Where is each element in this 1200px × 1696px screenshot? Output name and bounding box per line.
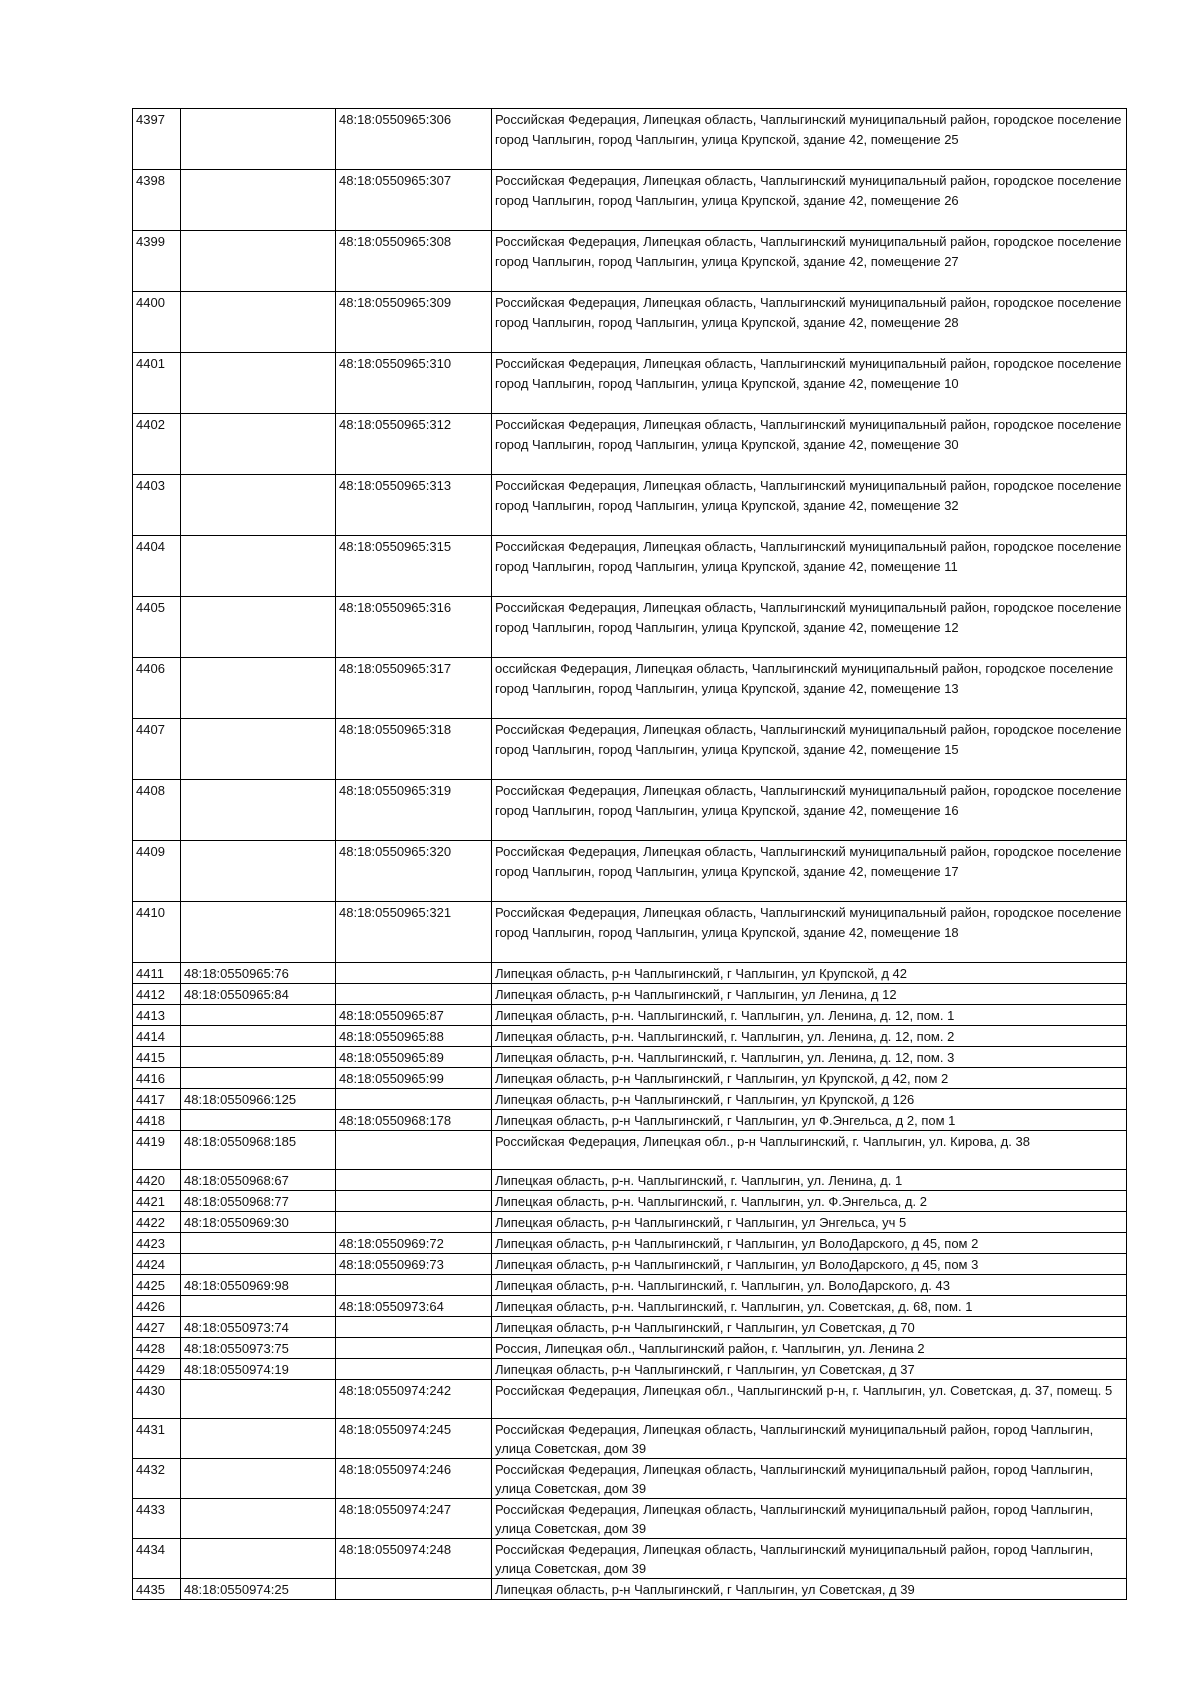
address-cell: Российская Федерация, Липецкая область, Чаплыгинский муниципальный район, городское поселение город Чаплыгин, город Чаплыгин, улица Крупской, здание 42, помещение 18 — [492, 902, 1127, 963]
parcel-cadastral-number-cell — [181, 109, 336, 170]
object-cadastral-number-cell: 48:18:0550968:178 — [336, 1110, 492, 1131]
table-row — [133, 1275, 1127, 1296]
object-cadastral-number-cell: 48:18:0550974:248 — [336, 1539, 492, 1579]
table-row — [133, 1191, 1127, 1212]
parcel-cadastral-number-cell — [181, 414, 336, 475]
row-number-cell: 4407 — [133, 719, 181, 780]
table-row — [133, 1539, 1127, 1579]
parcel-cadastral-number-cell — [181, 1499, 336, 1539]
object-cadastral-number-cell: 48:18:0550965:312 — [336, 414, 492, 475]
address-cell: Российская Федерация, Липецкая область, Чаплыгинский муниципальный район, городское поселение город Чаплыгин, город Чаплыгин, улица Крупской, здание 42, помещение 15 — [492, 719, 1127, 780]
table-row — [133, 1131, 1127, 1170]
table-row — [133, 902, 1127, 963]
row-number-cell: 4421 — [133, 1191, 181, 1212]
address-cell: Российская Федерация, Липецкая область, Чаплыгинский муниципальный район, городское поселение город Чаплыгин, город Чаплыгин, улица Крупской, здание 42, помещение 17 — [492, 841, 1127, 902]
object-cadastral-number-cell — [336, 1212, 492, 1233]
parcel-cadastral-number-cell — [181, 1026, 336, 1047]
address-cell: Российская Федерация, Липецкая область, Чаплыгинский муниципальный район, городское поселение город Чаплыгин, город Чаплыгин, улица Крупской, здание 42, помещение 28 — [492, 292, 1127, 353]
table-row — [133, 1170, 1127, 1191]
row-number-cell: 4426 — [133, 1296, 181, 1317]
address-cell: Липецкая область, р-н Чаплыгинский, г Чаплыгин, ул ВолоДарского, д 45, пом 2 — [492, 1233, 1127, 1254]
parcel-cadastral-number-cell: 48:18:0550974:19 — [181, 1359, 336, 1380]
row-number-cell: 4410 — [133, 902, 181, 963]
address-cell: Липецкая область, р-н Чаплыгинский, г Чаплыгин, ул ВолоДарского, д 45, пом 3 — [492, 1254, 1127, 1275]
parcel-cadastral-number-cell: 48:18:0550969:30 — [181, 1212, 336, 1233]
table-row — [133, 963, 1127, 984]
parcel-cadastral-number-cell — [181, 1068, 336, 1089]
row-number-cell: 4400 — [133, 292, 181, 353]
row-number-cell: 4435 — [133, 1579, 181, 1600]
object-cadastral-number-cell: 48:18:0550974:246 — [336, 1459, 492, 1499]
row-number-cell: 4430 — [133, 1380, 181, 1419]
address-cell: Российская Федерация, Липецкая область, Чаплыгинский муниципальный район, городское поселение город Чаплыгин, город Чаплыгин, улица Крупской, здание 42, помещение 25 — [492, 109, 1127, 170]
table-row — [133, 475, 1127, 536]
parcel-cadastral-number-cell — [181, 719, 336, 780]
parcel-cadastral-number-cell — [181, 902, 336, 963]
address-cell: Российская Федерация, Липецкая область, Чаплыгинский муниципальный район, город Чаплыгин, улица Советская, дом 39 — [492, 1499, 1127, 1539]
table-row — [133, 414, 1127, 475]
table-row — [133, 1068, 1127, 1089]
parcel-cadastral-number-cell — [181, 1380, 336, 1419]
table-row — [133, 984, 1127, 1005]
object-cadastral-number-cell: 48:18:0550965:315 — [336, 536, 492, 597]
address-cell: Липецкая область, р-н. Чаплыгинский, г. Чаплыгин, ул. ВолоДарского, д. 43 — [492, 1275, 1127, 1296]
object-cadastral-number-cell — [336, 1338, 492, 1359]
address-cell: Липецкая область, р-н Чаплыгинский, г Чаплыгин, ул Крупской, д 126 — [492, 1089, 1127, 1110]
object-cadastral-number-cell: 48:18:0550965:89 — [336, 1047, 492, 1068]
parcel-cadastral-number-cell: 48:18:0550966:125 — [181, 1089, 336, 1110]
object-cadastral-number-cell: 48:18:0550965:321 — [336, 902, 492, 963]
parcel-cadastral-number-cell — [181, 597, 336, 658]
row-number-cell: 4419 — [133, 1131, 181, 1170]
row-number-cell: 4411 — [133, 963, 181, 984]
object-cadastral-number-cell: 48:18:0550965:316 — [336, 597, 492, 658]
table-row — [133, 1419, 1127, 1459]
parcel-cadastral-number-cell — [181, 353, 336, 414]
address-cell: Российская Федерация, Липецкая область, Чаплыгинский муниципальный район, город Чаплыгин, улица Советская, дом 39 — [492, 1459, 1127, 1499]
parcel-cadastral-number-cell: 48:18:0550968:185 — [181, 1131, 336, 1170]
parcel-cadastral-number-cell — [181, 1459, 336, 1499]
row-number-cell: 4408 — [133, 780, 181, 841]
address-cell: Российская Федерация, Липецкая обл., р-н Чаплыгинский, г. Чаплыгин, ул. Кирова, д. 38 — [492, 1131, 1127, 1170]
object-cadastral-number-cell — [336, 1579, 492, 1600]
table-row — [133, 292, 1127, 353]
table-row — [133, 1296, 1127, 1317]
object-cadastral-number-cell: 48:18:0550965:308 — [336, 231, 492, 292]
row-number-cell: 4427 — [133, 1317, 181, 1338]
property-registry-table — [132, 108, 1127, 1600]
table-row — [133, 1110, 1127, 1131]
address-cell: Российская Федерация, Липецкая область, Чаплыгинский муниципальный район, городское поселение город Чаплыгин, город Чаплыгин, улица Крупской, здание 42, помещение 10 — [492, 353, 1127, 414]
table-row — [133, 170, 1127, 231]
address-cell: Липецкая область, р-н. Чаплыгинский, г. Чаплыгин, ул. Ленина, д. 12, пом. 3 — [492, 1047, 1127, 1068]
row-number-cell: 4397 — [133, 109, 181, 170]
row-number-cell: 4424 — [133, 1254, 181, 1275]
address-cell: Липецкая область, р-н. Чаплыгинский, г. Чаплыгин, ул. Ленина, д. 1 — [492, 1170, 1127, 1191]
row-number-cell: 4398 — [133, 170, 181, 231]
object-cadastral-number-cell — [336, 1170, 492, 1191]
address-cell: Российская Федерация, Липецкая область, Чаплыгинский муниципальный район, город Чаплыгин, улица Советская, дом 39 — [492, 1539, 1127, 1579]
object-cadastral-number-cell — [336, 1275, 492, 1296]
address-cell: Российская Федерация, Липецкая обл., Чаплыгинский р-н, г. Чаплыгин, ул. Советская, д. 37, помещ. 5 — [492, 1380, 1127, 1419]
table-row — [133, 1359, 1127, 1380]
object-cadastral-number-cell: 48:18:0550974:245 — [336, 1419, 492, 1459]
object-cadastral-number-cell: 48:18:0550965:320 — [336, 841, 492, 902]
address-cell: Российская Федерация, Липецкая область, Чаплыгинский муниципальный район, городское поселение город Чаплыгин, город Чаплыгин, улица Крупской, здание 42, помещение 32 — [492, 475, 1127, 536]
parcel-cadastral-number-cell — [181, 475, 336, 536]
address-cell: Липецкая область, р-н Чаплыгинский, г Чаплыгин, ул Советская, д 39 — [492, 1579, 1127, 1600]
address-cell: Липецкая область, р-н. Чаплыгинский, г. Чаплыгин, ул. Ленина, д. 12, пом. 2 — [492, 1026, 1127, 1047]
object-cadastral-number-cell: 48:18:0550965:313 — [336, 475, 492, 536]
parcel-cadastral-number-cell: 48:18:0550968:67 — [181, 1170, 336, 1191]
row-number-cell: 4399 — [133, 231, 181, 292]
row-number-cell: 4418 — [133, 1110, 181, 1131]
row-number-cell: 4413 — [133, 1005, 181, 1026]
parcel-cadastral-number-cell — [181, 841, 336, 902]
parcel-cadastral-number-cell — [181, 658, 336, 719]
parcel-cadastral-number-cell: 48:18:0550965:76 — [181, 963, 336, 984]
address-cell: Липецкая область, р-н Чаплыгинский, г Чаплыгин, ул Крупской, д 42, пом 2 — [492, 1068, 1127, 1089]
object-cadastral-number-cell: 48:18:0550965:307 — [336, 170, 492, 231]
object-cadastral-number-cell: 48:18:0550965:318 — [336, 719, 492, 780]
parcel-cadastral-number-cell — [181, 1254, 336, 1275]
table-row — [133, 719, 1127, 780]
address-cell: Российская Федерация, Липецкая область, Чаплыгинский муниципальный район, городское поселение город Чаплыгин, город Чаплыгин, улица Крупской, здание 42, помещение 30 — [492, 414, 1127, 475]
table-row — [133, 1579, 1127, 1600]
object-cadastral-number-cell: 48:18:0550969:72 — [336, 1233, 492, 1254]
row-number-cell: 4425 — [133, 1275, 181, 1296]
address-cell: оссийская Федерация, Липецкая область, Чаплыгинский муниципальный район, городское поселение город Чаплыгин, город Чаплыгин, улица Крупской, здание 42, помещение 13 — [492, 658, 1127, 719]
object-cadastral-number-cell — [336, 1359, 492, 1380]
row-number-cell: 4404 — [133, 536, 181, 597]
parcel-cadastral-number-cell: 48:18:0550969:98 — [181, 1275, 336, 1296]
object-cadastral-number-cell — [336, 1317, 492, 1338]
table-row — [133, 109, 1127, 170]
address-cell: Липецкая область, р-н Чаплыгинский, г Чаплыгин, ул Ф.Энгельса, д 2, пом 1 — [492, 1110, 1127, 1131]
address-cell: Российская Федерация, Липецкая область, Чаплыгинский муниципальный район, городское поселение город Чаплыгин, город Чаплыгин, улица Крупской, здание 42, помещение 26 — [492, 170, 1127, 231]
row-number-cell: 4412 — [133, 984, 181, 1005]
address-cell: Российская Федерация, Липецкая область, Чаплыгинский муниципальный район, городское поселение город Чаплыгин, город Чаплыгин, улица Крупской, здание 42, помещение 16 — [492, 780, 1127, 841]
table-row — [133, 841, 1127, 902]
address-cell: Российская Федерация, Липецкая область, Чаплыгинский муниципальный район, городское поселение город Чаплыгин, город Чаплыгин, улица Крупской, здание 42, помещение 27 — [492, 231, 1127, 292]
object-cadastral-number-cell: 48:18:0550965:317 — [336, 658, 492, 719]
address-cell: Российская Федерация, Липецкая область, Чаплыгинский муниципальный район, городское поселение город Чаплыгин, город Чаплыгин, улица Крупской, здание 42, помещение 12 — [492, 597, 1127, 658]
row-number-cell: 4428 — [133, 1338, 181, 1359]
object-cadastral-number-cell: 48:18:0550969:73 — [336, 1254, 492, 1275]
parcel-cadastral-number-cell: 48:18:0550965:84 — [181, 984, 336, 1005]
parcel-cadastral-number-cell — [181, 231, 336, 292]
table-row — [133, 1317, 1127, 1338]
row-number-cell: 4423 — [133, 1233, 181, 1254]
table-row — [133, 1005, 1127, 1026]
address-cell: Липецкая область, р-н. Чаплыгинский, г. Чаплыгин, ул. Ленина, д. 12, пом. 1 — [492, 1005, 1127, 1026]
row-number-cell: 4429 — [133, 1359, 181, 1380]
parcel-cadastral-number-cell — [181, 1047, 336, 1068]
table-row — [133, 1380, 1127, 1419]
table-row — [133, 658, 1127, 719]
parcel-cadastral-number-cell — [181, 1110, 336, 1131]
parcel-cadastral-number-cell: 48:18:0550973:74 — [181, 1317, 336, 1338]
object-cadastral-number-cell: 48:18:0550973:64 — [336, 1296, 492, 1317]
address-cell: Российская Федерация, Липецкая область, Чаплыгинский муниципальный район, городское поселение город Чаплыгин, город Чаплыгин, улица Крупской, здание 42, помещение 11 — [492, 536, 1127, 597]
table-row — [133, 597, 1127, 658]
object-cadastral-number-cell: 48:18:0550974:247 — [336, 1499, 492, 1539]
registry-body — [133, 109, 1127, 1600]
row-number-cell: 4403 — [133, 475, 181, 536]
parcel-cadastral-number-cell — [181, 1233, 336, 1254]
address-cell: Россия, Липецкая обл., Чаплыгинский район, г. Чаплыгин, ул. Ленина 2 — [492, 1338, 1127, 1359]
parcel-cadastral-number-cell: 48:18:0550973:75 — [181, 1338, 336, 1359]
table-row — [133, 1499, 1127, 1539]
row-number-cell: 4432 — [133, 1459, 181, 1499]
table-row — [133, 231, 1127, 292]
address-cell: Липецкая область, р-н Чаплыгинский, г Чаплыгин, ул Крупской, д 42 — [492, 963, 1127, 984]
parcel-cadastral-number-cell — [181, 292, 336, 353]
address-cell: Липецкая область, р-н. Чаплыгинский, г. Чаплыгин, ул. Советская, д. 68, пом. 1 — [492, 1296, 1127, 1317]
address-cell: Липецкая область, р-н. Чаплыгинский, г. Чаплыгин, ул. Ф.Энгельса, д. 2 — [492, 1191, 1127, 1212]
table-row — [133, 1254, 1127, 1275]
table-row — [133, 1026, 1127, 1047]
table-row — [133, 1338, 1127, 1359]
table-row — [133, 353, 1127, 414]
table-row — [133, 1047, 1127, 1068]
object-cadastral-number-cell: 48:18:0550965:310 — [336, 353, 492, 414]
row-number-cell: 4415 — [133, 1047, 181, 1068]
table-row — [133, 536, 1127, 597]
table-row — [133, 1459, 1127, 1499]
table-row — [133, 780, 1127, 841]
parcel-cadastral-number-cell — [181, 1296, 336, 1317]
object-cadastral-number-cell — [336, 1131, 492, 1170]
parcel-cadastral-number-cell — [181, 170, 336, 231]
row-number-cell: 4422 — [133, 1212, 181, 1233]
object-cadastral-number-cell: 48:18:0550965:319 — [336, 780, 492, 841]
row-number-cell: 4417 — [133, 1089, 181, 1110]
parcel-cadastral-number-cell — [181, 536, 336, 597]
row-number-cell: 4414 — [133, 1026, 181, 1047]
row-number-cell: 4420 — [133, 1170, 181, 1191]
address-cell: Липецкая область, р-н Чаплыгинский, г Чаплыгин, ул Энгельса, уч 5 — [492, 1212, 1127, 1233]
parcel-cadastral-number-cell — [181, 1539, 336, 1579]
parcel-cadastral-number-cell — [181, 1419, 336, 1459]
parcel-cadastral-number-cell — [181, 1005, 336, 1026]
object-cadastral-number-cell — [336, 1089, 492, 1110]
row-number-cell: 4416 — [133, 1068, 181, 1089]
parcel-cadastral-number-cell: 48:18:0550968:77 — [181, 1191, 336, 1212]
object-cadastral-number-cell: 48:18:0550965:88 — [336, 1026, 492, 1047]
row-number-cell: 4409 — [133, 841, 181, 902]
address-cell: Липецкая область, р-н Чаплыгинский, г Чаплыгин, ул Советская, д 70 — [492, 1317, 1127, 1338]
object-cadastral-number-cell — [336, 963, 492, 984]
object-cadastral-number-cell: 48:18:0550974:242 — [336, 1380, 492, 1419]
object-cadastral-number-cell: 48:18:0550965:309 — [336, 292, 492, 353]
row-number-cell: 4431 — [133, 1419, 181, 1459]
object-cadastral-number-cell: 48:18:0550965:87 — [336, 1005, 492, 1026]
object-cadastral-number-cell: 48:18:0550965:99 — [336, 1068, 492, 1089]
table-row — [133, 1089, 1127, 1110]
address-cell: Липецкая область, р-н Чаплыгинский, г Чаплыгин, ул Советская, д 37 — [492, 1359, 1127, 1380]
parcel-cadastral-number-cell: 48:18:0550974:25 — [181, 1579, 336, 1600]
row-number-cell: 4406 — [133, 658, 181, 719]
parcel-cadastral-number-cell — [181, 780, 336, 841]
table-row — [133, 1212, 1127, 1233]
object-cadastral-number-cell — [336, 984, 492, 1005]
address-cell: Российская Федерация, Липецкая область, Чаплыгинский муниципальный район, город Чаплыгин, улица Советская, дом 39 — [492, 1419, 1127, 1459]
row-number-cell: 4433 — [133, 1499, 181, 1539]
address-cell: Липецкая область, р-н Чаплыгинский, г Чаплыгин, ул Ленина, д 12 — [492, 984, 1127, 1005]
row-number-cell: 4434 — [133, 1539, 181, 1579]
row-number-cell: 4405 — [133, 597, 181, 658]
object-cadastral-number-cell: 48:18:0550965:306 — [336, 109, 492, 170]
object-cadastral-number-cell — [336, 1191, 492, 1212]
table-row — [133, 1233, 1127, 1254]
row-number-cell: 4401 — [133, 353, 181, 414]
row-number-cell: 4402 — [133, 414, 181, 475]
